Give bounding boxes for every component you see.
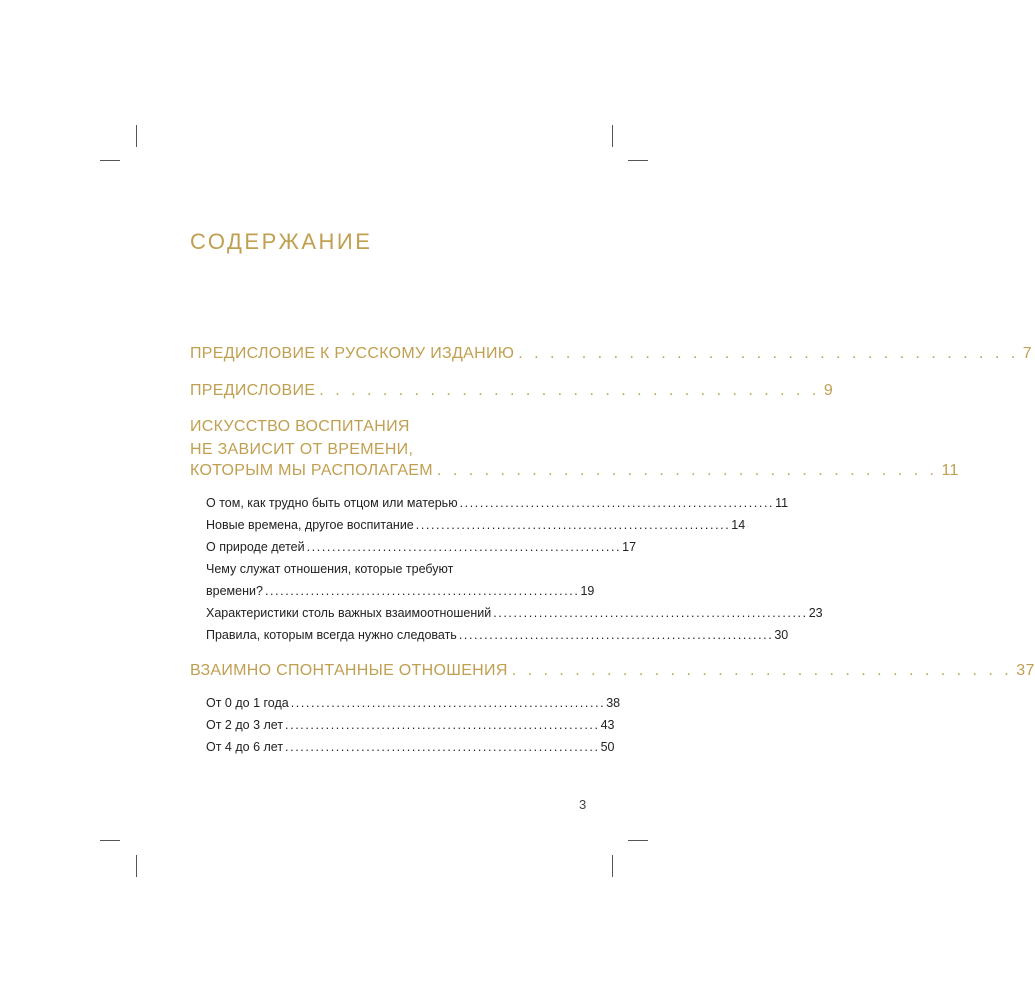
toc-section[interactable] [206, 606, 823, 620]
toc-leader-dots: .............................................................. [458, 628, 774, 642]
toc-section[interactable] [206, 740, 615, 754]
crop-mark-bottom-left-vertical [136, 855, 137, 877]
toc-section-label: Правила, которым всегда нужно следовать [206, 628, 457, 642]
crop-mark-top-left-vertical [136, 125, 137, 147]
toc-leader-dots: .............................................................. [285, 718, 600, 732]
toc-leader-dots: .............................................................. [264, 584, 580, 598]
toc-page-number: 30 [774, 628, 789, 642]
toc-page-number: 19 [580, 584, 595, 598]
crop-mark-bottom-right-horizontal [628, 840, 648, 841]
toc-section[interactable] [206, 518, 746, 532]
toc-section[interactable] [206, 540, 637, 554]
toc-section[interactable] [206, 496, 789, 510]
toc-chapter-label: ПРЕДИСЛОВИЕ [190, 382, 316, 399]
toc-chapter-art-of-upbringing[interactable] [190, 418, 532, 464]
toc-leader-dots: . . . . . . . . . . . . . . . . . . . . . . . . . . . . . . . . [436, 462, 938, 479]
toc-leader-dots: . . . . . . . . . . . . . . . . . . . . . . . . . . . . . . . . [518, 345, 1019, 362]
toc-section-label: О природе детей [206, 540, 305, 554]
toc-leader-dots: . . . . . . . . . . . . . . . . . . . . . . . . . . . . . . . . [319, 382, 820, 399]
toc-page-number: 50 [600, 740, 615, 754]
toc-page-number: 37 [1016, 662, 1035, 679]
toc-leader-dots: .............................................................. [290, 696, 606, 710]
toc-section-label: О том, как трудно быть отцом или матерью [206, 496, 458, 510]
crop-mark-bottom-right-vertical [612, 855, 613, 877]
toc-chapter-preface-russian[interactable] [190, 345, 1032, 363]
toc-page-number: 9 [823, 382, 834, 399]
toc-leader-dots: .............................................................. [493, 606, 808, 620]
toc-section-label: От 2 до 3 лет [206, 718, 284, 732]
toc-chapter-art-of-upbringing-last-line[interactable] [190, 462, 959, 480]
toc-section-label: Характеристики столь важных взаимоотношений [206, 606, 492, 620]
toc-page-number: 23 [808, 606, 823, 620]
toc-leader-dots: .............................................................. [285, 740, 600, 754]
toc-title: СОДЕРЖАНИЕ [190, 229, 373, 254]
toc-section[interactable] [206, 628, 789, 642]
toc-page-number: 43 [600, 718, 615, 732]
toc-page-number: 38 [606, 696, 621, 710]
toc-page-number: 7 [1022, 345, 1032, 362]
crop-mark-top-right-horizontal [628, 160, 648, 161]
toc-leader-dots: .............................................................. [306, 540, 622, 554]
toc-chapter-label: ПРЕДИСЛОВИЕ К РУССКОМУ ИЗДАНИЮ [190, 345, 515, 362]
toc-chapter-label-line2: НЕ ЗАВИСИТ ОТ ВРЕМЕНИ, [190, 441, 414, 458]
toc-section-label-line2: времени? [206, 584, 263, 598]
toc-section[interactable] [206, 718, 615, 732]
toc-page-number: 11 [775, 496, 789, 510]
toc-chapter-preface[interactable] [190, 382, 834, 400]
toc-section-label: Новые времена, другое воспитание [206, 518, 414, 532]
toc-section-label: От 0 до 1 года [206, 696, 289, 710]
crop-mark-top-right-vertical [612, 125, 613, 147]
toc-leader-dots: .............................................................. [459, 496, 775, 510]
toc-page-number: 11 [941, 462, 959, 479]
crop-mark-bottom-left-horizontal [100, 840, 120, 841]
toc-page-number: 14 [731, 518, 746, 532]
toc-section-label: От 4 до 6 лет [206, 740, 284, 754]
toc-chapter-mutual-spontaneous[interactable] [190, 662, 1035, 680]
crop-mark-top-left-horizontal [100, 160, 120, 161]
toc-leader-dots: .............................................................. [415, 518, 731, 532]
page-number: 3 [579, 797, 587, 812]
toc-leader-dots: . . . . . . . . . . . . . . . . . . . . . . . . . . . . . . . . [511, 662, 1013, 679]
toc-section[interactable] [206, 696, 621, 710]
toc-page-number: 17 [622, 540, 637, 554]
toc-section-label-line1[interactable]: Чему служат отношения, которые требуют [206, 562, 454, 576]
toc-chapter-label-line1: ИСКУССТВО ВОСПИТАНИЯ [190, 418, 410, 435]
toc-section[interactable] [206, 584, 595, 598]
toc-chapter-label-line3: КОТОРЫМ МЫ РАСПОЛАГАЕМ [190, 462, 433, 479]
toc-chapter-label: ВЗАИМНО СПОНТАННЫЕ ОТНОШЕНИЯ [190, 662, 508, 679]
